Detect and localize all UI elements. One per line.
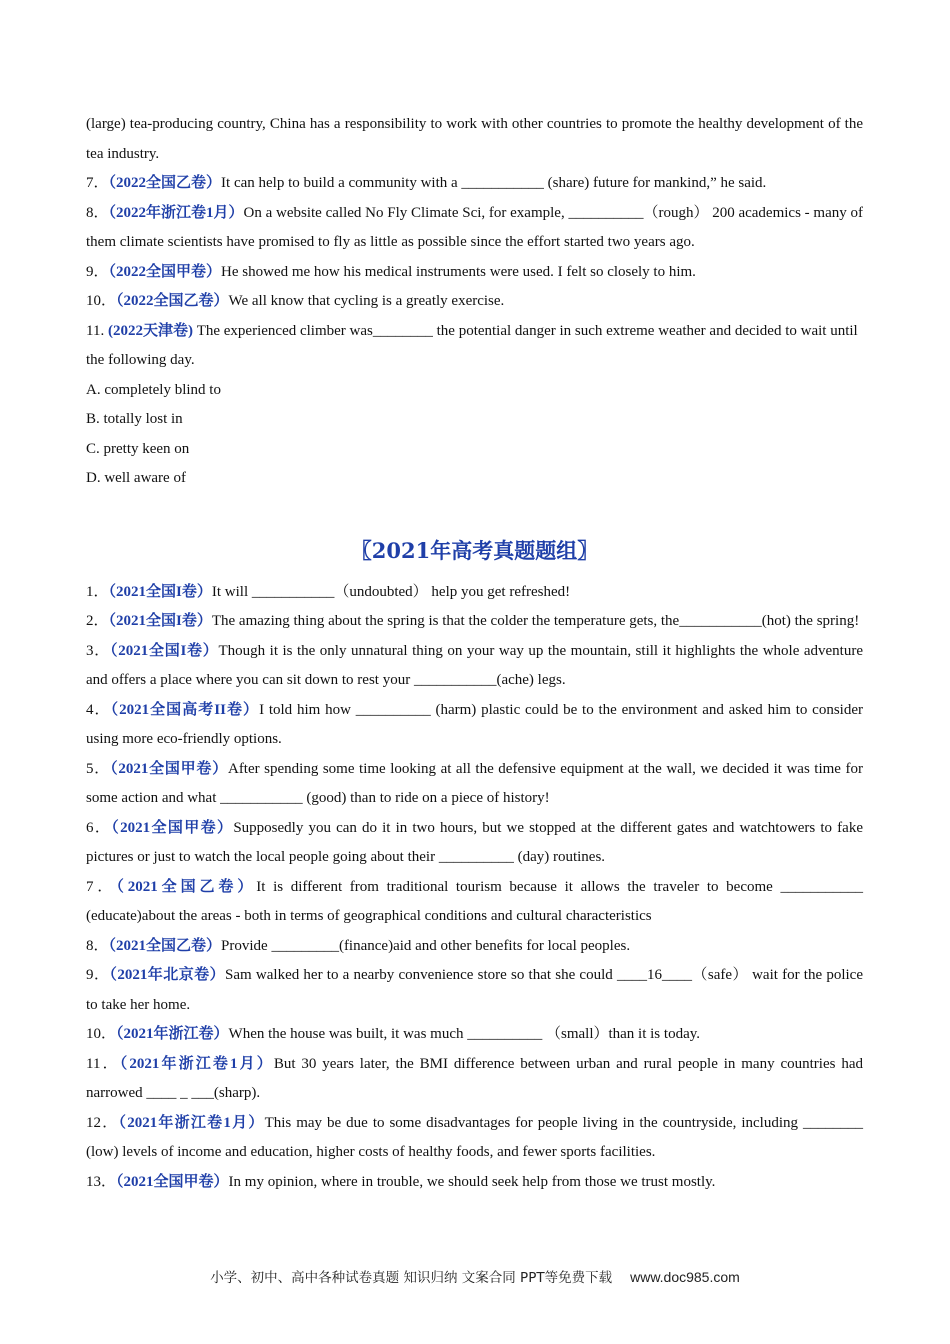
question-number: 1． (86, 583, 109, 600)
question-source: （2021年北京卷） (109, 967, 226, 983)
question-text: Provide _________(finance)aid and other benefits for local peoples. (221, 937, 631, 954)
question-source: （2021全国乙卷） (108, 937, 222, 954)
question-text: But 30 years later, the BMI difference between urban and rural people in many countries had narrowed ____ _ ___(sharp). (86, 1055, 863, 1101)
question-number: 11. (86, 322, 108, 339)
question-text: The experienced climber was________ the potential danger in such extreme weather and decided to wait until the following day. (86, 322, 858, 368)
footer-text: 小学、初中、高中各种试卷真题 知识归纳 文案合同 PPT等免费下载 (210, 1270, 613, 1286)
question-item (86, 578, 863, 608)
question-number: 6． (86, 819, 112, 836)
question-number: 5． (86, 760, 111, 777)
question-item (86, 1168, 863, 1198)
question-number: 7． (86, 878, 117, 895)
question-item (86, 317, 863, 376)
question-text: It can help to build a community with a ___________ (share) future for mankind,” he said. (221, 175, 767, 191)
question-number: 12． (86, 1114, 119, 1131)
question-text: When the house was built, it was much __________ （small）than it is today. (228, 1026, 700, 1042)
question-source: （2021全国I卷） (109, 642, 219, 659)
question-item (86, 258, 863, 288)
question-item (86, 1020, 863, 1050)
question-text: It will ___________（undoubted） help you get refreshed! (211, 583, 571, 600)
question-source: （2021全国乙卷） (116, 878, 257, 895)
question-text: He showed me how his medical instruments were used. I felt so closely to him. (221, 263, 696, 280)
question-number: 9． (86, 967, 110, 983)
question-number: 4． (86, 701, 111, 718)
question-source: （2021年浙江卷1月） (118, 1114, 265, 1131)
question-source: （2021年浙江卷1月） (119, 1055, 274, 1072)
question-source: （2021全国甲卷） (116, 1173, 229, 1190)
question-text: The amazing thing about the spring is that the colder the temperature gets, the___________(hot) the spring! (211, 613, 860, 629)
question-text: This may be due to some disadvantages for people living in the countryside, including ________ (low) levels of income and education, higher costs of healthy foods, and fewer sports facilities. (86, 1114, 863, 1160)
question-source: （2021年浙江卷） (116, 1026, 229, 1042)
document-body (86, 110, 863, 1197)
question-number: 8． (86, 937, 109, 954)
question-source: （2021全国I卷） (108, 613, 212, 629)
question-number: 3． (86, 642, 110, 659)
question-item (86, 637, 863, 696)
question-source: （2021全国甲卷） (111, 819, 234, 836)
question-number: 13． (86, 1173, 117, 1190)
question-text: On a website called No Fly Climate Sci, for example, __________（rough） 200 academics - many of them climate scientists have promised to fly as little as possible since the effort started two years ago. (86, 204, 863, 250)
question-item (86, 169, 863, 199)
question-item (86, 696, 863, 755)
question-source: （2021全国高考II卷） (110, 701, 260, 718)
question-text: We all know that cycling is a greatly exercise. (228, 293, 505, 309)
question-item (86, 961, 863, 1020)
continuation-text: (large) tea-producing country, China has a responsibility to work with other countries to promote the healthy development of the tea industry. (86, 116, 863, 162)
footer-url[interactable]: www.doc985.com (630, 1269, 740, 1285)
question-item (86, 755, 863, 814)
question-text: Sam walked her to a nearby convenience store so that she could ____16____（safe） wait for the police to take her home. (86, 967, 863, 1013)
question-source: （2022全国甲卷） (108, 263, 222, 280)
option-d: D. well aware of (86, 470, 186, 486)
question-number: 10． (86, 1026, 117, 1042)
question-group-2022 (86, 169, 863, 494)
question-source: （2021全国甲卷） (110, 760, 228, 777)
question-text: Though it is the only unnatural thing on your way up the mountain, still it highlights the whole adventure and offers a place where you can sit down to rest your ___________(ache) legs. (86, 642, 863, 688)
question-item (86, 1109, 863, 1168)
question-number: 7． (86, 175, 109, 191)
question-source: （2022全国乙卷） (116, 293, 229, 309)
question-source: （2022全国乙卷） (108, 175, 222, 191)
question-group-2021 (86, 578, 863, 1198)
question-source: （2022年浙江卷1月） (108, 204, 244, 221)
option-b: B. totally lost in (86, 411, 183, 427)
question-item (86, 932, 863, 962)
question-text: It is different from traditional tourism because it allows the traveler to become ___________ (educate)about the areas - both in terms of geographical conditions and cultural characteristics (86, 878, 863, 924)
question-text: After spending some time looking at all the defensive equipment at the wall, we decided it was time for some action and what ___________ (good) than to ride on a piece of history! (86, 760, 863, 806)
question-item (86, 607, 863, 637)
question-number: 2． (86, 613, 109, 629)
question-number: 9． (86, 263, 109, 280)
question-number: 11． (86, 1055, 120, 1072)
question-number: 10． (86, 293, 117, 309)
page-footer (0, 1266, 950, 1286)
question-number: 8． (86, 204, 109, 221)
question-item (86, 199, 863, 258)
question-item (86, 873, 863, 932)
section-title: 〖2021年高考真题题组〗 (350, 537, 599, 563)
question-item (86, 1050, 863, 1109)
question-source: (2022天津卷) (107, 322, 193, 339)
option-a: A. completely blind to (86, 381, 221, 398)
question-text: I told him how __________ (harm) plastic could be to the environment and asked him to consider using more eco-friendly options. (86, 701, 863, 747)
option-c: C. pretty keen on (86, 440, 190, 457)
answer-options (86, 376, 863, 494)
question-item (86, 814, 863, 873)
question-source: （2021全国I卷） (108, 583, 212, 600)
question-item (86, 287, 863, 317)
question-text: In my opinion, where in trouble, we should seek help from those we trust mostly. (228, 1173, 716, 1190)
question-text: Supposedly you can do it in two hours, but we stopped at the different gates and watchtowers to fake pictures or just to watch the local people going about their __________ (day) routines. (86, 819, 863, 865)
